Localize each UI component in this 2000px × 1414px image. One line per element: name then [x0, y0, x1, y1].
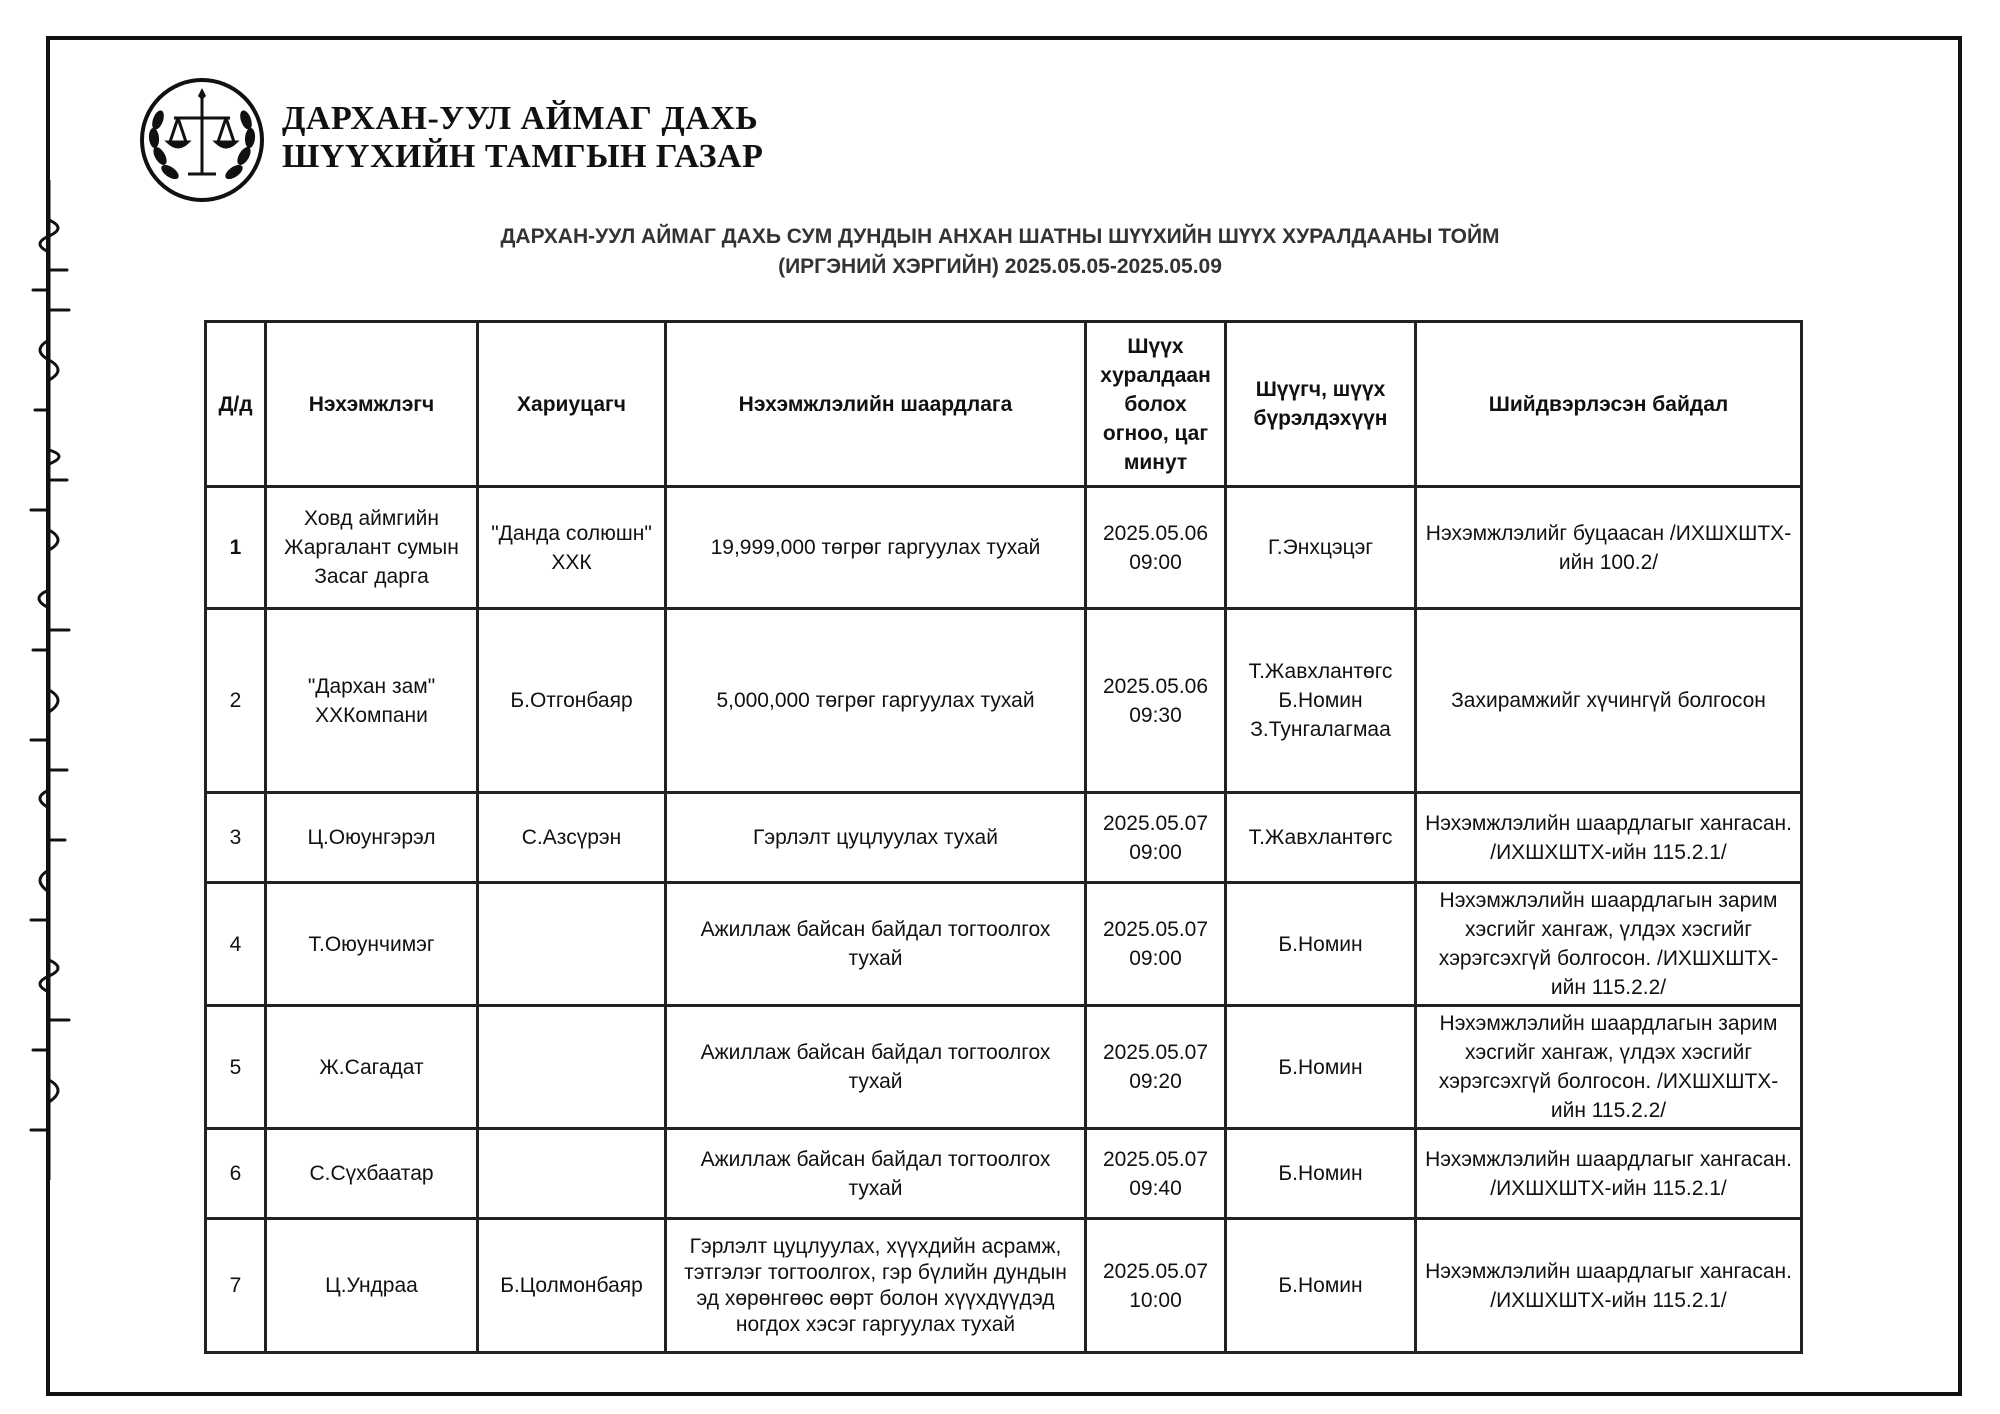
row-number: 2 [206, 609, 266, 793]
hearing-datetime-cell: 2025.05.07 09:00 [1086, 883, 1226, 1006]
decision-cell: Нэхэмжлэлийн шаардлагыг хангасан. /ИХШХШТХ-ийн 115.2.1/ [1416, 1219, 1802, 1353]
claim-cell: Гэрлэлт цуцлуулах, хүүхдийн асрамж, тэтгэлэг тогтоолгох, гэр бүлийн дундын эд хөрөнгөөс өөрт болон хүүхдүүдэд ногдох хэсэг гаргуулах тухай [666, 1219, 1086, 1353]
decision-cell: Нэхэмжлэлийг буцаасан /ИХШХШТХ-ийн 100.2/ [1416, 487, 1802, 609]
judge-cell: Б.Номин [1226, 1129, 1416, 1219]
org-name-line1: ДАРХАН-УУЛ АЙМАГ ДАХЬ [282, 100, 759, 137]
column-header: Шүүх хуралдаан болох огноо, цаг минут [1086, 322, 1226, 487]
org-name-line2: ШҮҮХИЙН ТАМГЫН ГАЗАР [282, 138, 764, 175]
defendant-cell: "Данда солюшн" ХХК [478, 487, 666, 609]
column-header: Нэхэмжлэлийн шаардлага [666, 322, 1086, 487]
row-number: 7 [206, 1219, 266, 1353]
table-row [206, 487, 1802, 609]
decision-cell: Нэхэмжлэлийн шаардлагын зарим хэсгийг хангаж, үлдэх хэсгийг хэрэгсэхгүй болгосон. /ИХШХШТХ-ийн 115.2.2/ [1416, 1006, 1802, 1129]
hearing-datetime-cell: 2025.05.06 09:00 [1086, 487, 1226, 609]
table-row [206, 1129, 1802, 1219]
hearing-datetime-cell: 2025.05.07 09:40 [1086, 1129, 1226, 1219]
plaintiff-cell: "Дархан зам" ХХКомпани [266, 609, 478, 793]
decision-cell: Нэхэмжлэлийн шаардлагыг хангасан. /ИХШХШТХ-ийн 115.2.1/ [1416, 1129, 1802, 1219]
plaintiff-cell: Т.Оюунчимэг [266, 883, 478, 1006]
judge-cell: Б.Номин [1226, 1219, 1416, 1353]
hearing-schedule-table [204, 320, 1803, 1354]
judge-cell: Б.Номин [1226, 883, 1416, 1006]
defendant-cell: Б.Отгонбаяр [478, 609, 666, 793]
hearing-datetime-cell: 2025.05.06 09:30 [1086, 609, 1226, 793]
decision-cell: Нэхэмжлэлийн шаардлагын зарим хэсгийг хангаж, үлдэх хэсгийг хэрэгсэхгүй болгосон. /ИХШХШТХ-ийн 115.2.2/ [1416, 883, 1802, 1006]
table-row [206, 1219, 1802, 1353]
defendant-cell [478, 883, 666, 1006]
defendant-cell: Б.Цолмонбаяр [478, 1219, 666, 1353]
table-row [206, 1006, 1802, 1129]
row-number: 3 [206, 793, 266, 883]
row-number: 6 [206, 1129, 266, 1219]
defendant-cell [478, 1129, 666, 1219]
plaintiff-cell: С.Сүхбаатар [266, 1129, 478, 1219]
defendant-cell: С.Азсүрэн [478, 793, 666, 883]
decision-cell: Захирамжийг хүчингүй болгосон [1416, 609, 1802, 793]
hearing-datetime-cell: 2025.05.07 09:00 [1086, 793, 1226, 883]
column-header: Хариуцагч [478, 322, 666, 487]
table-row [206, 793, 1802, 883]
title-line2: (ИРГЭНИЙ ХЭРГИЙН) 2025.05.05-2025.05.09 [778, 255, 1222, 278]
row-number: 4 [206, 883, 266, 1006]
plaintiff-cell: Ц.Оюунгэрэл [266, 793, 478, 883]
column-header: Шүүгч, шүүх бүрэлдэхүүн [1226, 322, 1416, 487]
judge-cell: Т.Жавхлантөгс [1226, 793, 1416, 883]
judge-cell: Б.Номин [1226, 1006, 1416, 1129]
document-title [200, 222, 1800, 282]
claim-cell: Ажиллаж байсан байдал тогтоолгох тухай [666, 883, 1086, 1006]
row-number: 5 [206, 1006, 266, 1129]
court-emblem-icon [138, 76, 266, 209]
column-header: Шийдвэрлэсэн байдал [1416, 322, 1802, 487]
plaintiff-cell: Ховд аймгийн Жаргалант сумын Засаг дарга [266, 487, 478, 609]
claim-cell: 5,000,000 төгрөг гаргуулах тухай [666, 609, 1086, 793]
claim-cell: Ажиллаж байсан байдал тогтоолгох тухай [666, 1129, 1086, 1219]
column-header: Нэхэмжлэгч [266, 322, 478, 487]
plaintiff-cell: Ц.Ундраа [266, 1219, 478, 1353]
claim-cell: Ажиллаж байсан байдал тогтоолгох тухай [666, 1006, 1086, 1129]
defendant-cell [478, 1006, 666, 1129]
decision-cell: Нэхэмжлэлийн шаардлагыг хангасан. /ИХШХШТХ-ийн 115.2.1/ [1416, 793, 1802, 883]
table-row [206, 883, 1802, 1006]
hearing-datetime-cell: 2025.05.07 10:00 [1086, 1219, 1226, 1353]
claim-cell: Гэрлэлт цуцлуулах тухай [666, 793, 1086, 883]
organization-name [282, 100, 763, 176]
plaintiff-cell: Ж.Сагадат [266, 1006, 478, 1129]
judge-cell: Г.Энхцэцэг [1226, 487, 1416, 609]
hearing-datetime-cell: 2025.05.07 09:20 [1086, 1006, 1226, 1129]
title-line1: ДАРХАН-УУЛ АЙМАГ ДАХЬ СУМ ДУНДЫН АНХАН ШАТНЫ ШҮҮХИЙН ШҮҮХ ХУРАЛДААНЫ ТОЙМ [500, 225, 1500, 248]
judge-cell: Т.Жавхлантөгс Б.Номин З.Тунгалагмаа [1226, 609, 1416, 793]
mongolian-script-icon [4, 180, 94, 1180]
row-number: 1 [206, 487, 266, 609]
table-header-row [206, 322, 1802, 487]
table-row [206, 609, 1802, 793]
column-header: Д/д [206, 322, 266, 487]
claim-cell: 19,999,000 төгрөг гаргуулах тухай [666, 487, 1086, 609]
